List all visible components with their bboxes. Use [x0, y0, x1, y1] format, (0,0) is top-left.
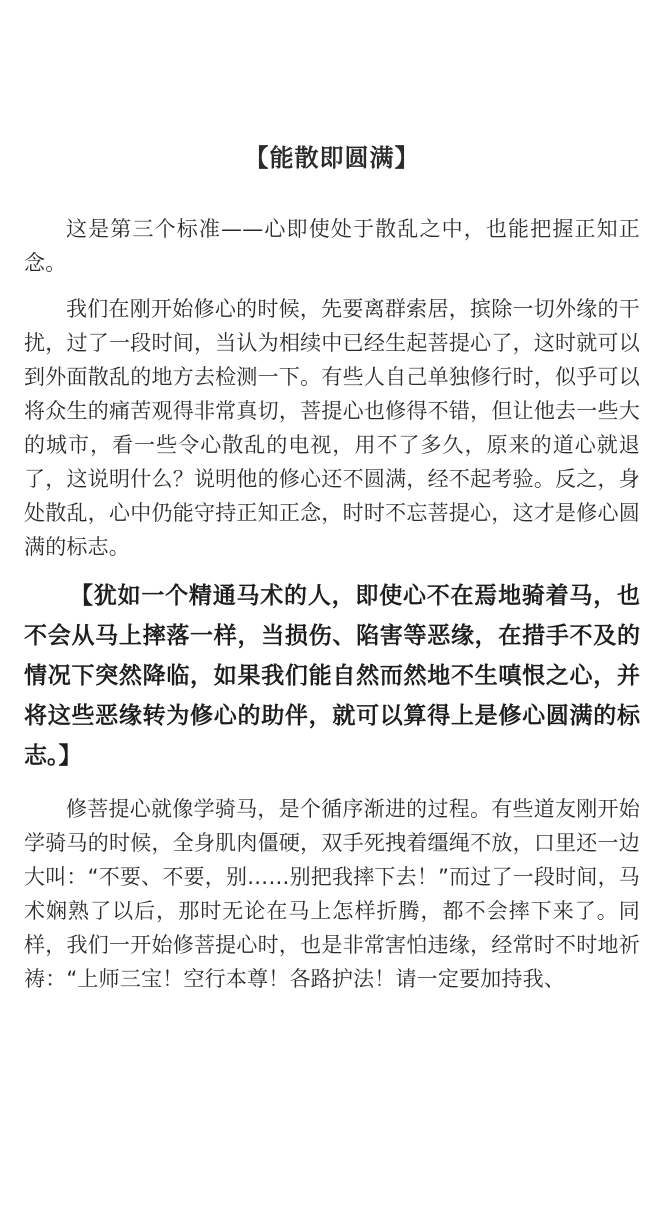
- document-page: [24, 138, 640, 1008]
- root-text-quote: 【犹如一个精通马术的人，即使心不在焉地骑着马，也不会从马上摔落一样，当损伤、陷害等恶缘，在措手不及的情况下突然降临，如果我们能自然而然地不生嗔恨之心，并将这些恶缘转为修心的助伴，就可以算得上是修心圆满的标志。】: [24, 582, 640, 769]
- paragraph-3: 修菩提心就像学骑马，是个循序渐进的过程。有些道友刚开始学骑马的时候，全身肌肉僵硬，双手死拽着缰绳不放，口里还一边大叫：“不要、不要，别……别把我摔下去！”而过了一段时间，马术娴熟了以后，那时无论在马上怎样折腾，都不会摔下来了。同样，我们一开始修菩提心时，也是非常害怕违缘，经常时不时地祈祷：“上师三宝！空行本尊！各路护法！请一定要加持我、: [24, 797, 640, 991]
- paragraph-1: 这是第三个标准——心即使处于散乱之中，也能把握正知正念。: [24, 217, 640, 275]
- section-title: 【能散即圆满】: [244, 144, 420, 172]
- paragraph-2: 我们在刚开始修心的时候，先要离群索居，摈除一切外缘的干扰，过了一段时间，当认为相续中已经生起菩提心了，这时就可以到外面散乱的地方去检测一下。有些人自己单独修行时，似乎可以将众生的痛苦观得非常真切，菩提心也修得不错，但让他去一些大的城市，看一些令心散乱的电视，用不了多久，原来的道心就退了，这说明什么？说明他的修心还不圆满，经不起考验。反之，身处散乱，心中仍能守持正知正念，时时不忘菩提心，这才是修心圆满的标志。: [24, 297, 640, 559]
